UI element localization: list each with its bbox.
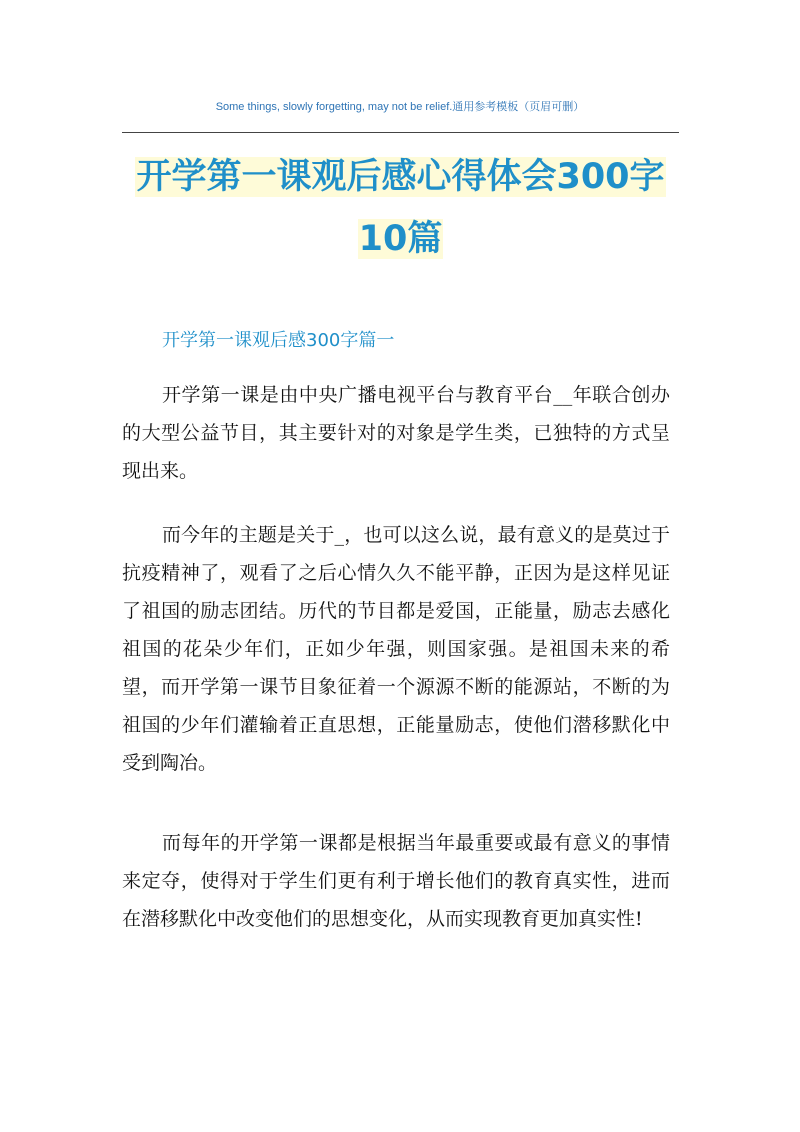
document-title bbox=[122, 146, 679, 270]
section-heading: 开学第一课观后感300字篇一 bbox=[162, 330, 395, 351]
body-paragraph-1: 开学第一课是由中央广播电视平台与教育平台__年联合创办的大型公益节目，其主要针对的对象是学生类，已独特的方式呈现出来。 bbox=[122, 384, 670, 482]
page-header: Some things, slowly forgetting, may not be relief.通用参考模板（页眉可删） bbox=[215, 101, 585, 113]
title-line-2: 10篇 bbox=[358, 219, 443, 259]
body-paragraph-3: 而每年的开学第一课都是根据当年最重要或最有意义的事情来定夺，使得对于学生们更有利于增长他们的教育真实性，进而在潜移默化中改变他们的思想变化，从而实现教育更加真实性! bbox=[122, 832, 670, 930]
header-divider bbox=[122, 132, 679, 133]
body-paragraph-2: 而今年的主题是关于_，也可以这么说，最有意义的是莫过于抗疫精神了，观看了之后心情久久不能平静，正因为是这样见证了祖国的励志团结。历代的节目都是爱国，正能量，励志去感化祖国的花朵少年们，正如少年强，则国家强。是祖国未来的希望，而开学第一课节目象征着一个源源不断的能源站，不断的为祖国的少年们灌输着正直思想，正能量励志，使他们潜移默化中受到陶冶。 bbox=[122, 524, 670, 774]
title-line-1: 开学第一课观后感心得体会300字 bbox=[136, 157, 665, 197]
